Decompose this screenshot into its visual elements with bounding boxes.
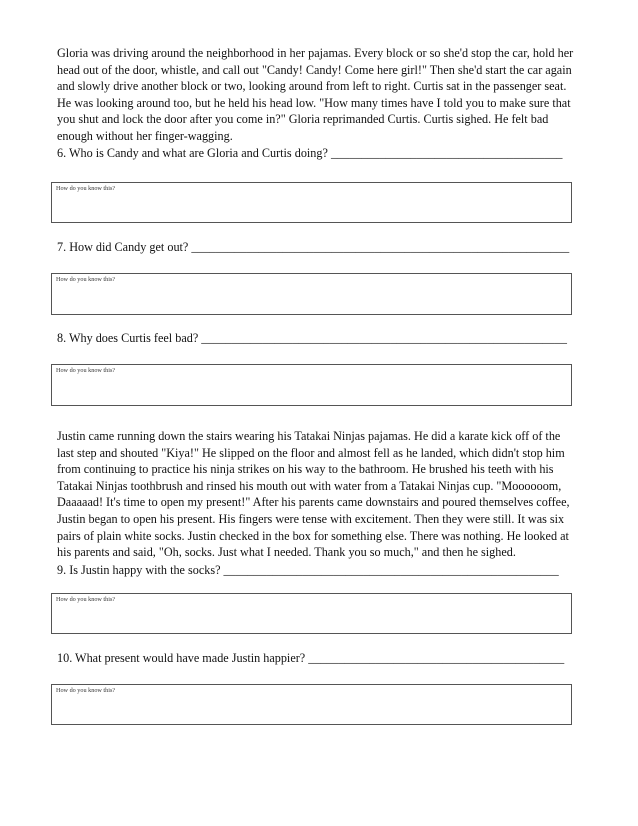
answer-input-9[interactable] [56,605,567,630]
answer-input-8[interactable] [56,376,567,402]
answer-prompt: How do you know this? [56,185,116,192]
answer-prompt: How do you know this? [56,276,116,283]
question-10: 10. What present would have made Justin happier? __________________________________________ [57,651,565,665]
answer-prompt: How do you know this? [56,367,116,374]
answer-box-6[interactable] [51,182,572,223]
passage-gloria-curtis: Gloria was driving around the neighborhood in her pajamas. Every block or so she'd stop the car, hold her head out of the door, whistle, and call out "Candy! Candy! Come here girl!" Then she'd start the car again and slowly drive another block or two, looking around from left to right. Curtis sat in the passenger seat. He was looking around too, but he held his head low. "How many times have I told you to make sure that you shut and lock the door after you come in?" Gloria reprimanded Curtis. Curtis sighed. He felt bad enough without her finger-wagging. [57,46,574,143]
answer-box-7[interactable] [51,273,572,315]
question-7: 7. How did Candy get out? ______________________________________________________________ [57,240,570,254]
question-9: 9. Is Justin happy with the socks? _______________________________________________________ [57,563,559,577]
answer-input-7[interactable] [56,285,567,311]
question-6: 6. Who is Candy and what are Gloria and Curtis doing? ______________________________________ [57,146,563,160]
passage-justin-socks: Justin came running down the stairs wearing his Tatakai Ninjas pajamas. He did a karate kick off of the last step and shouted "Kiya!" He slipped on the floor and almost fell as he landed, which didn't stop him from continuing to practice his ninja strikes on his way to the bathroom. He brushed his teeth with his Tatakai Ninjas toothbrush and rinsed his mouth out with water from a Tatakai Ninjas cup. "Moooooom, Daaaaad! It's time to open my present!" After his parents came downstairs and poured themselves coffee, Justin began to open his present. His fingers were tense with excitement. Then they were still. It was six pairs of plain white socks. Justin checked in the box for something else. There was nothing. He looked at his parents and said, "Oh, socks. Just what I needed. Thank you so much," and then he sighed. [57,429,570,560]
answer-prompt: How do you know this? [56,687,116,694]
answer-input-10[interactable] [56,696,567,721]
answer-box-9[interactable] [51,593,572,634]
answer-input-6[interactable] [56,194,567,219]
question-8: 8. Why does Curtis feel bad? ____________________________________________________________ [57,331,567,345]
answer-prompt: How do you know this? [56,596,116,603]
answer-box-10[interactable] [51,684,572,725]
answer-box-8[interactable] [51,364,572,406]
